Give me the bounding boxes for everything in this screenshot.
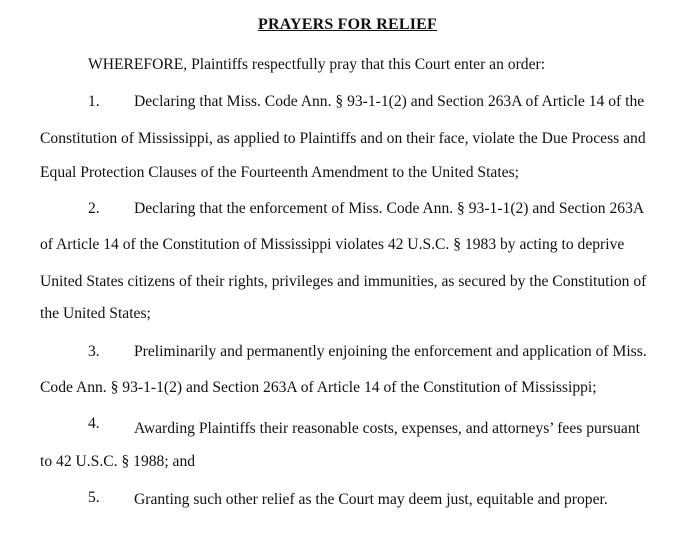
item-text-line: Declaring that the enforcement of Miss. Code Ann. § 93-1-1(2) and Section 263A <box>134 200 645 217</box>
item-text-line: to 42 U.S.C. § 1988; and <box>40 453 196 470</box>
section-heading: PRAYERS FOR RELIEF <box>257 16 438 33</box>
item-text-line: Constitution of Mississippi, as applied to Plaintiffs and on their face, violate the Due Process and <box>40 130 646 147</box>
item-number: 1. <box>88 93 100 110</box>
item-number: 5. <box>88 489 100 506</box>
item-text-line: Awarding Plaintiffs their reasonable costs, expenses, and attorneys’ fees pursuant <box>134 420 640 437</box>
item-text-line: Declaring that Miss. Code Ann. § 93-1-1(2) and Section 263A of Article 14 of the <box>134 93 645 110</box>
item-text-line: Granting such other relief as the Court may deem just, equitable and proper. <box>134 491 608 508</box>
item-number: 3. <box>88 343 100 360</box>
intro-paragraph: WHEREFORE, Plaintiffs respectfully pray that this Court enter an order: <box>88 56 546 73</box>
item-text-line: Code Ann. § 93-1-1(2) and Section 263A of Article 14 of the Constitution of Mississippi; <box>40 379 597 396</box>
item-text-line: of Article 14 of the Constitution of Mississippi violates 42 U.S.C. § 1983 by acting to deprive <box>40 236 625 253</box>
item-text-line: United States citizens of their rights, privileges and immunities, as secured by the Constitution of <box>40 273 647 290</box>
item-number: 4. <box>88 415 100 432</box>
item-text-line: the United States; <box>40 305 151 322</box>
item-number: 2. <box>88 200 100 217</box>
item-text-line: Equal Protection Clauses of the Fourteenth Amendment to the United States; <box>40 164 519 181</box>
item-text-line: Preliminarily and permanently enjoining the enforcement and application of Miss. <box>134 343 647 360</box>
